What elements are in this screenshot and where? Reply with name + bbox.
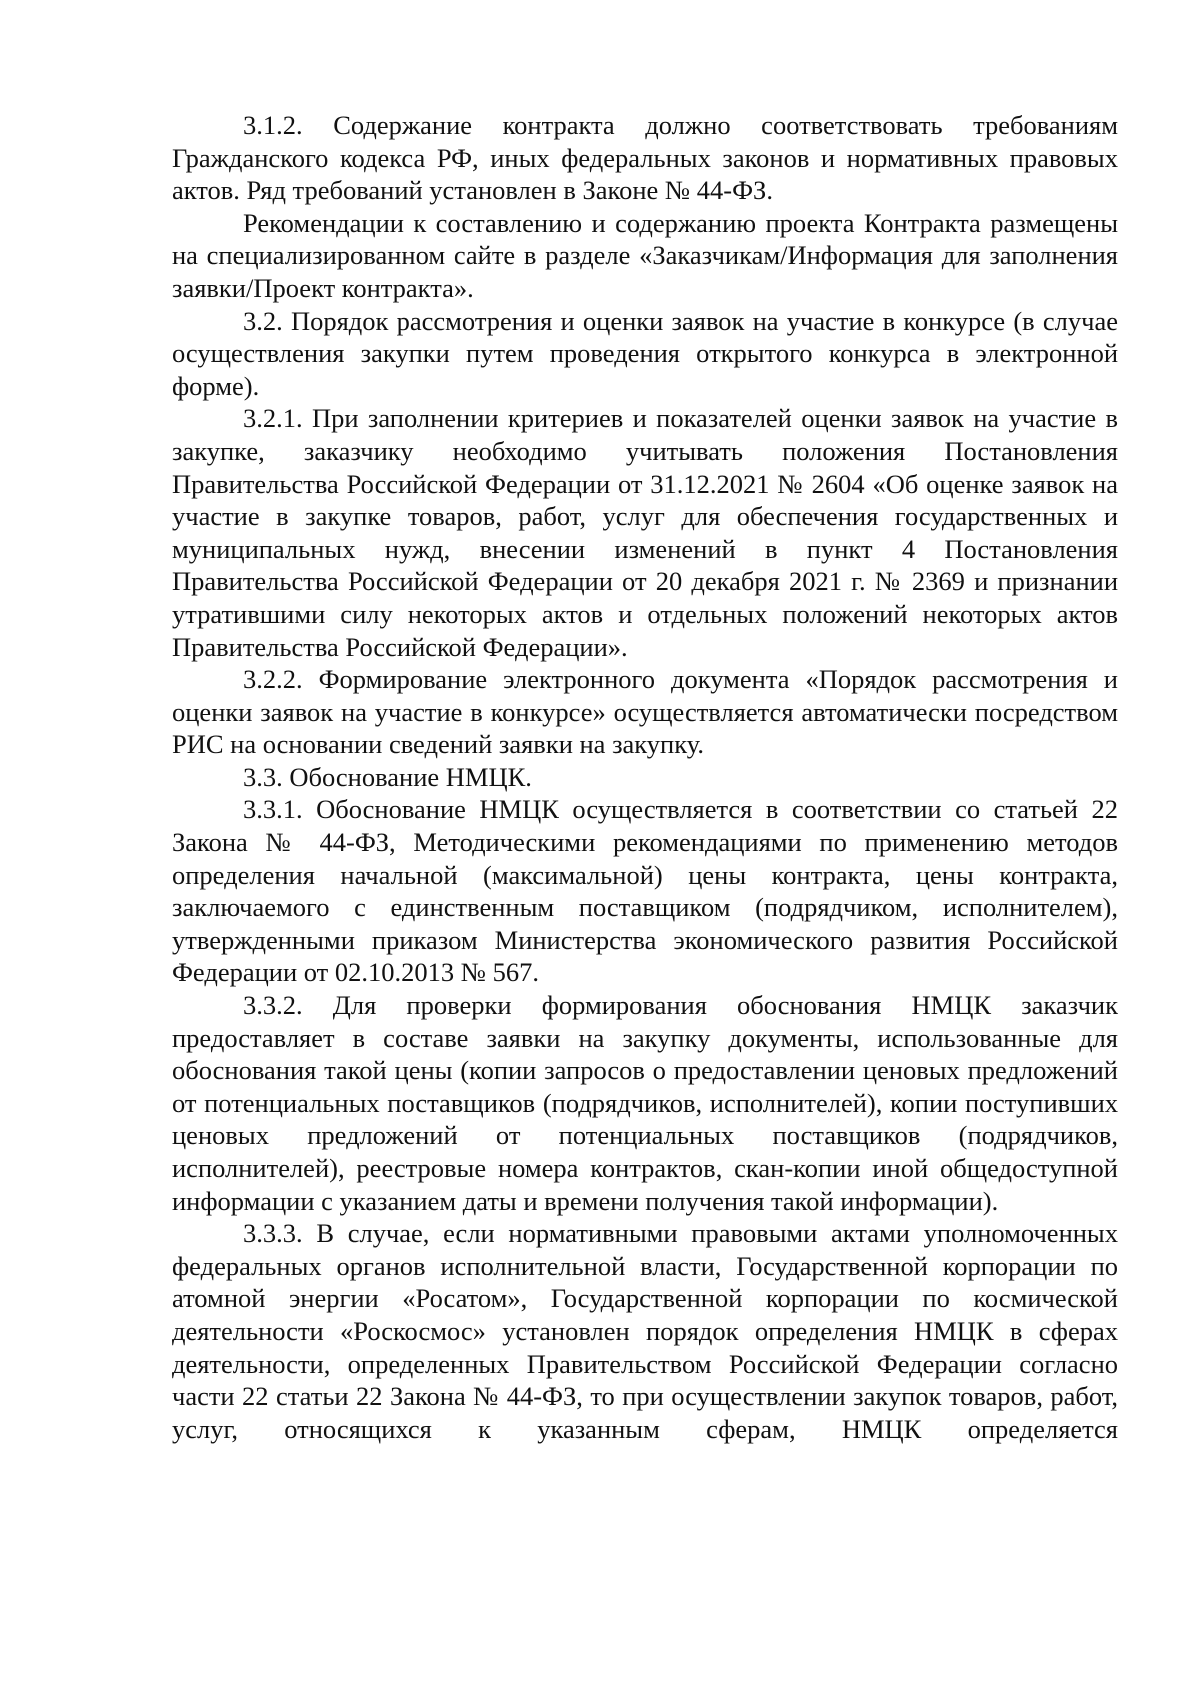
paragraph-3-2-2: 3.2.2. Формирование электронного документа «Порядок рассмотрения и оценки заявок на участие в конкурсе» осуществляется автоматически посредством РИС на основании сведений заявки на закупку. [172,664,1118,760]
paragraph-3-3-3: 3.3.3. В случае, если нормативными правовыми актами уполномоченных федеральных органов исполнительной власти, Государственной корпорации по атомной энергии «Росатом», Государственной корпорации по космической деятельности «Роскосмос» установлен порядок определения НМЦК в сферах деятельности, определенных Правительством Российской Федерации согласно части 22 статьи 22 Закона № 44-ФЗ, то при осуществлении закупок товаров, работ, услуг, относящихся к указанным сферам, НМЦК определяется [172,1218,1118,1444]
paragraph-3-2-1: 3.2.1. При заполнении критериев и показателей оценки заявок на участие в закупке, заказчику необходимо учитывать положения Постановления Правительства Российской Федерации от 31.12.2021 № 2604 «Об оценке заявок на участие в закупке товаров, работ, услуг для обеспечения государственных и муниципальных нужд, внесении изменений в пункт 4 Постановления Правительства Российской Федерации от 20 декабря 2021 г. № 2369 и признании утратившими силу некоторых актов и отдельных положений некоторых актов Правительства Российской Федерации». [172,403,1118,662]
paragraph-contract-recommendations: Рекомендации к составлению и содержанию проекта Контракта размещены на специализированном сайте в разделе «Заказчикам/Информация для заполнения заявки/Проект контракта». [172,207,1118,303]
paragraph-3-2: 3.2. Порядок рассмотрения и оценки заявок на участие в конкурсе (в случае осуществления закупки путем проведения открытого конкурса в электронной форме). [172,305,1118,401]
document-page [172,109,1118,1445]
paragraph-3-3-1: 3.3.1. Обоснование НМЦК осуществляется в соответствии со статьей 22 Закона № 44-ФЗ, Методическими рекомендациями по применению методов определения начальной (максимальной) цены контракта, цены контракта, заключаемого с единственным поставщиком (подрядчиком, исполнителем), утвержденными приказом Министерства экономического развития Российской Федерации от 02.10.2013 № 567. [172,794,1118,988]
paragraph-3-1-2: 3.1.2. Содержание контракта должно соответствовать требованиям Гражданского кодекса РФ, иных федеральных законов и нормативных правовых актов. Ряд требований установлен в Законе № 44-ФЗ. [172,110,1118,206]
paragraph-3-3: 3.3. Обоснование НМЦК. [243,761,532,792]
paragraph-3-3-2: 3.3.2. Для проверки формирования обоснования НМЦК заказчик предоставляет в составе заявки на закупку документы, использованные для обоснования такой цены (копии запросов о предоставлении ценовых предложений от потенциальных поставщиков (подрядчиков, исполнителей), копии поступивших ценовых предложений от потенциальных поставщиков (подрядчиков, исполнителей), реестровые номера контрактов, скан-копии иной общедоступной информации с указанием даты и времени получения такой информации). [172,990,1118,1216]
